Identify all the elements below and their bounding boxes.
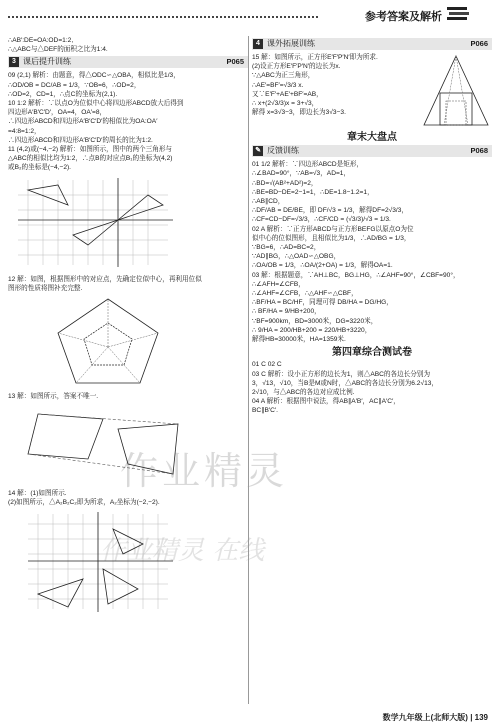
text-line: (2)如图所示，△A₂B₂C₂即为所求，A₂坐标为(−2,−2).	[8, 499, 160, 507]
text-line: ∴BD=√(AB²+AD²)=2，	[252, 179, 318, 187]
text-line: 11 (4,2)或(−4,−2) 解析：如图所示，图中的两个三角形与	[8, 146, 173, 154]
section-header: ✎ 反馈训练 P068	[252, 145, 492, 157]
text-line: ∴CF=CD−DF=√3/3，∴CF/CD = (√3/3)/√3 = 1/3.	[252, 216, 391, 224]
column-divider	[248, 36, 249, 704]
text-line: 09 (2,1) 解析：由题意，得△ODC∽△OBA，相似比是1/3，	[8, 72, 180, 80]
text-line: 01 C 02 C	[252, 361, 282, 369]
text-line: ∴ x+(2√3/3)x = 3+√3，	[252, 100, 319, 108]
q15-block	[252, 53, 492, 129]
text-line: ∴ BF/HA = 9/HB+200，	[252, 308, 321, 316]
page-footer: 数学九年级上(北师大版) | 139	[382, 713, 488, 722]
text-line: ∴AB′:DE=OA:OD=1:2,	[8, 37, 74, 44]
text-line: ∵AD∥BG，∴△OAD∽△OBG，	[252, 253, 341, 261]
text-line: ∴BE=BD−DE=2−1=1，∴DE=1.8−1.2=1，	[252, 188, 374, 196]
text-line: ∴AE′=BF′=√3/3 x.	[252, 81, 304, 89]
text-line: ∴△ABC与△DEF的面积之比为1:4.	[8, 46, 108, 54]
figure-grid-coordinate	[8, 509, 178, 614]
text-line: ∴OD/OB = DC/AB = 1/3，∵OB=6，∴OD=2，	[8, 81, 141, 89]
text-line: 又∵E′F′+AE′+BF′=AB，	[252, 90, 323, 98]
figure-triangle-square	[420, 53, 492, 129]
section-header: 4 课外拓展训练 P066	[252, 38, 492, 50]
text-line: ∴DF/AB = DE/BE，即 DF/√3 = 1/3，解得DF=2√3/3，	[252, 207, 408, 215]
book-stack-icon	[446, 6, 470, 22]
text-line: ∴∠BAD=90°，∵AB=√3，AD=1，	[252, 170, 351, 178]
text-line: 10 1:2 解析：∵以点O为位似中心将四边形ABCD放大后得到	[8, 100, 184, 108]
text-line: ∴∠AFH=∠CFB，	[252, 280, 305, 288]
text-line: ∵BG=6，∴AD=BC=2，	[252, 244, 321, 252]
text-line: ∴AB∥CD，	[252, 198, 285, 206]
text-line: 04 A 解析：根据图中说法，得AB∥A′B′，AC∥A′C′，	[252, 398, 400, 406]
text-line: 解得HB=30000米，HA=1359米.	[252, 336, 346, 344]
text-line: 解得 x=3√3−3，即边长为3√3−3.	[252, 109, 346, 117]
text-line: 2√10，与△ABC的各边对应成比例.	[252, 389, 355, 397]
page-header	[0, 6, 500, 28]
text-line: 四边形A′B′C′D′，OA=4，OA′=8，	[8, 109, 107, 117]
text-line: ∴BF/HA = BC/HF，同理可得 DB/HA = DG/HG，	[252, 299, 393, 307]
text-line: =4:8=1:2，	[8, 127, 41, 135]
text-line: ∴∠AHF=∠CFB，∴△AHF∽△CBF，	[252, 290, 358, 298]
text-line: ∴OA/OB = 1/3，∴OA/(2+OA) = 1/3，解得OA=1.	[252, 262, 393, 270]
text-line: △ABC的相似比均为1:2，∴点B的对应点B₁的坐标为(4,2)	[8, 155, 173, 163]
text-line: 15 解：如图所示，正方形E′F′P′N′即为所求.	[252, 54, 378, 61]
text-line: ∵BF=900km，BD=3000米，DG=3220米，	[252, 317, 378, 325]
text-line: 3，√13，√10，当B是M或N时，△ABC的各边长分别为6.2√13，	[252, 379, 438, 387]
text-line: 图形的性质将图补充完整.	[8, 285, 83, 293]
text-line: 14 解：(1)如图所示.	[8, 489, 67, 497]
header-dotted-rule	[8, 16, 318, 18]
text-line: 03 解：根据题意，∵AH⊥BC，BG⊥HG，∴∠AHF=90°，∠CBF=90°，	[252, 271, 460, 279]
watermark: 作业精灵	[120, 449, 289, 493]
text-line: ∴四边形ABCD和四边形A′B′C′D′的相似比为OA:OA′	[8, 118, 158, 126]
header-title: 参考答案及解析	[365, 11, 442, 23]
section-header: 3 课后提升训练 P065	[8, 56, 248, 68]
pencil-icon: ✎	[253, 146, 263, 156]
watermark-sub: 作业精灵 在线	[100, 536, 265, 566]
chapter-summary-title: 章末大盘点	[347, 132, 397, 143]
text-line: 似中心的位似图形，且相似比为1/3，∴AD/BG = 1/3，	[252, 234, 411, 242]
figure-grid-triangles	[8, 175, 188, 270]
text-line: 13 解：如图所示，答案不唯一.	[8, 393, 99, 401]
text-line: ∴OD=2，CD=1，∴点C的坐标为(2,1).	[8, 90, 118, 98]
text-line: 03 C 解析：设小正方形的边长为1，则△ABC的各边长分别为	[252, 370, 431, 378]
right-column	[252, 36, 492, 416]
text-line: 01 1/2 解析：∵四边形ABCD是矩形，	[252, 161, 364, 169]
text-line: ∵△ABC为正三角形，	[252, 72, 315, 80]
figure-parallelograms	[8, 404, 208, 484]
figure-pentagon	[8, 295, 208, 387]
text-line: 02 A 解析：∵正方形ABCD与正方形BEFG以原点O为位	[252, 225, 414, 233]
chapter-test-title: 第四章综合测试卷	[332, 347, 412, 359]
text-line: ∴四边形ABCD和四边形A′B′C′D′的周长的比为1:2.	[8, 136, 153, 144]
text-line: ∴ 9/HA = 200/HB+200 = 220/HB+3220，	[252, 326, 372, 334]
text-line: BC∥B′C′.	[252, 407, 278, 415]
text-line: 或B₂的坐标是(−4,−2).	[8, 164, 72, 172]
text-line: 12 解：如图，根据图形中的对应点，先确定位似中心，再利用位似	[8, 275, 202, 283]
left-column	[8, 36, 248, 619]
text-line: (2)设正方形E′F′P′N′的边长为x.	[252, 63, 341, 71]
